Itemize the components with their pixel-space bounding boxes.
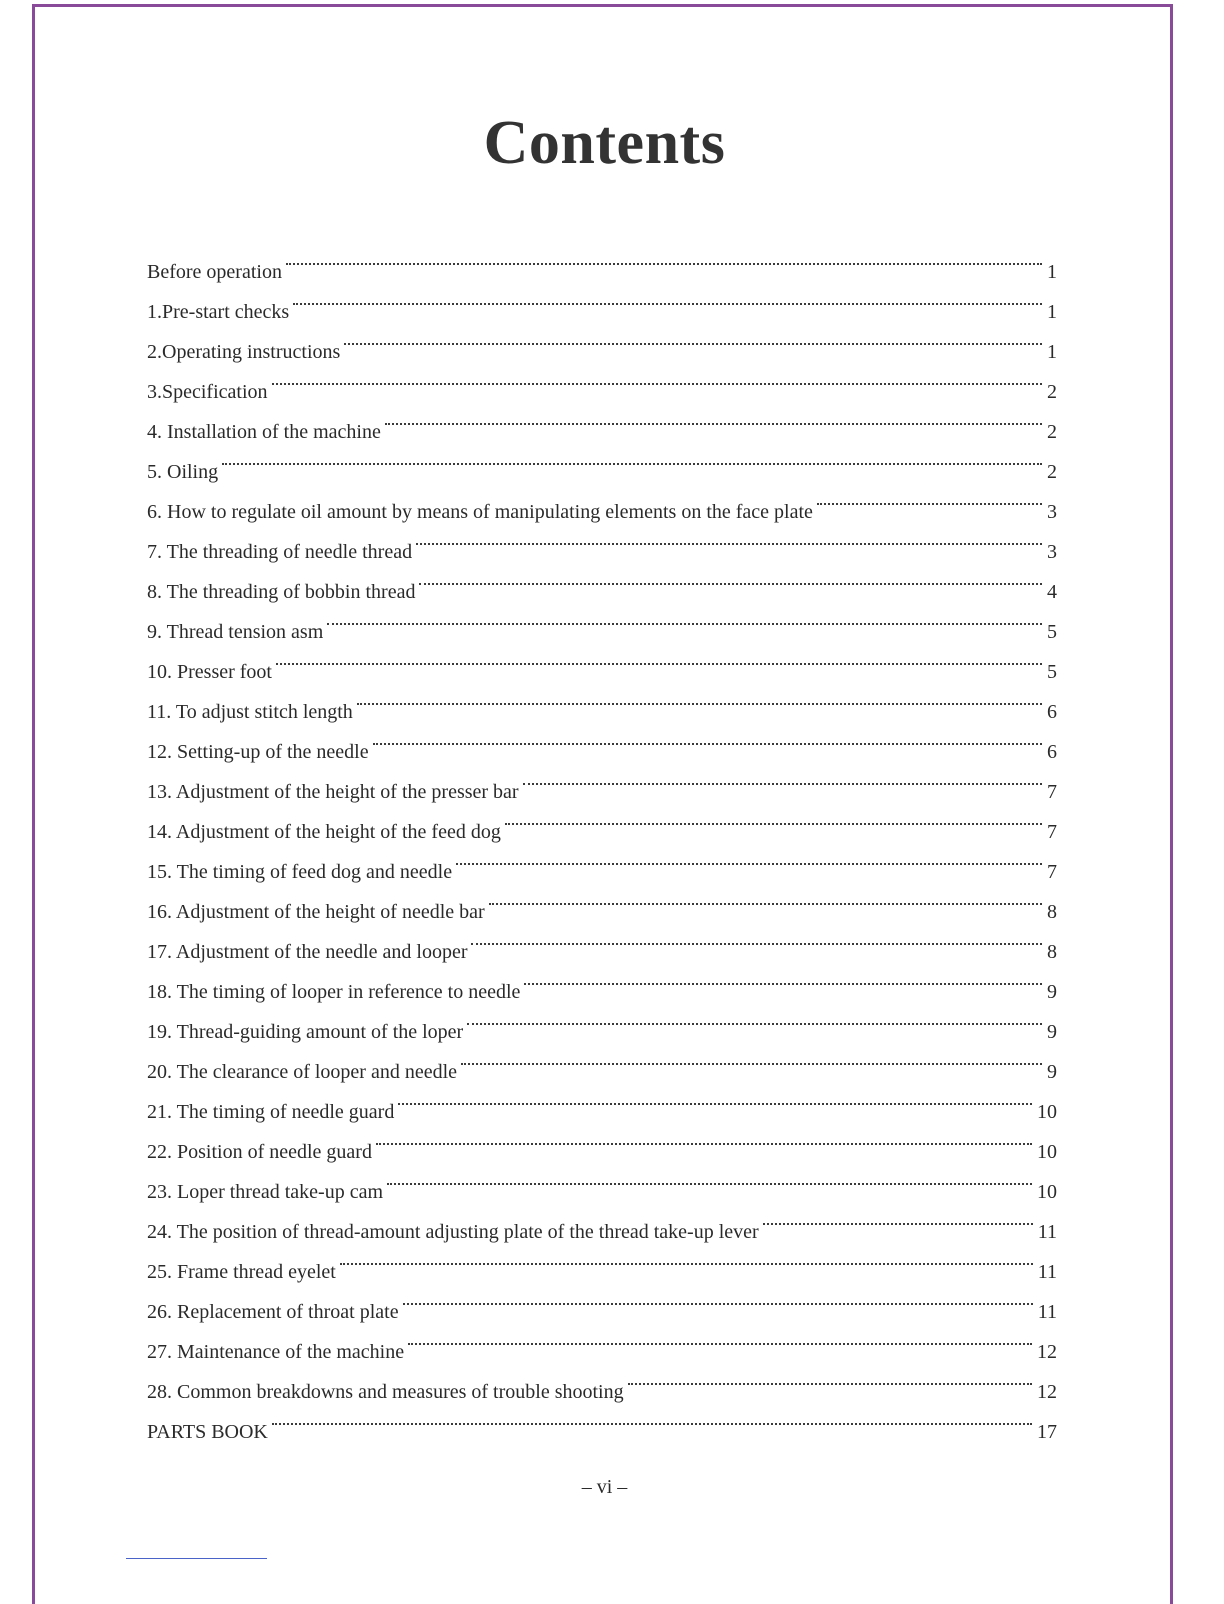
dot-leader — [817, 478, 1044, 518]
toc-entry-page: 3 — [1047, 501, 1057, 523]
table-of-contents — [147, 238, 1057, 1443]
toc-entry-page: 17 — [1037, 1421, 1057, 1443]
toc-entry-page: 7 — [1047, 821, 1057, 843]
toc-entry-label: 27. Maintenance of the machine — [147, 1341, 405, 1363]
dot-leader — [357, 678, 1044, 718]
toc-entry[interactable] — [147, 678, 1057, 723]
dot-leader — [763, 1198, 1035, 1238]
toc-entry-page: 5 — [1047, 661, 1057, 683]
toc-entry-label: 25. Frame thread eyelet — [147, 1261, 336, 1283]
toc-entry-label: PARTS BOOK — [147, 1421, 268, 1443]
dot-leader — [467, 998, 1044, 1038]
toc-entry-page: 10 — [1037, 1101, 1057, 1123]
dot-leader — [408, 1318, 1034, 1358]
toc-entry-page: 9 — [1047, 981, 1057, 1003]
toc-entry-label: 11. To adjust stitch length — [147, 701, 353, 723]
dot-leader — [456, 838, 1044, 878]
toc-entry-page: 7 — [1047, 861, 1057, 883]
dot-leader — [416, 518, 1044, 558]
toc-entry-page: 2 — [1047, 381, 1057, 403]
toc-entry-label: 7. The threading of needle thread — [147, 541, 413, 563]
toc-entry-label: 4. Installation of the machine — [147, 421, 381, 443]
toc-entry-label: 5. Oiling — [147, 461, 219, 483]
page-number: – vi – — [581, 1476, 628, 1498]
toc-entry-page: 1 — [1047, 261, 1057, 283]
toc-entry-label: 17. Adjustment of the needle and looper — [147, 941, 468, 963]
toc-entry-label: 21. The timing of needle guard — [147, 1101, 395, 1123]
toc-entry-label: 28. Common breakdowns and measures of trouble shooting — [147, 1381, 624, 1403]
dot-leader — [489, 878, 1044, 918]
toc-entry-label: 3.Specification — [147, 381, 268, 403]
toc-entry-label: 24. The position of thread-amount adjusting plate of the thread take-up lever — [147, 1221, 759, 1243]
toc-entry-page: 11 — [1037, 1261, 1057, 1283]
dot-leader — [628, 1358, 1034, 1398]
toc-entry[interactable] — [147, 478, 1057, 523]
toc-entry-label: 1.Pre-start checks — [147, 301, 290, 323]
toc-entry-page: 12 — [1037, 1341, 1057, 1363]
toc-entry-label: 20. The clearance of looper and needle — [147, 1061, 458, 1083]
toc-entry-page: 9 — [1047, 1061, 1057, 1083]
toc-entry[interactable] — [147, 638, 1057, 683]
toc-entry-label: 14. Adjustment of the height of the feed dog — [147, 821, 501, 843]
toc-entry-page: 2 — [1047, 461, 1057, 483]
toc-entry-label: 22. Position of needle guard — [147, 1141, 372, 1163]
toc-entry-label: 15. The timing of feed dog and needle — [147, 861, 453, 883]
toc-entry-page: 6 — [1047, 701, 1057, 723]
dot-leader — [222, 438, 1044, 478]
toc-entry-label: 8. The threading of bobbin thread — [147, 581, 416, 603]
toc-entry-page: 1 — [1047, 341, 1057, 363]
toc-entry-label: 6. How to regulate oil amount by means of manipulating elements on the face plate — [147, 501, 813, 523]
toc-entry-page: 6 — [1047, 741, 1057, 763]
toc-entry-label: 10. Presser foot — [147, 661, 272, 683]
toc-entry[interactable] — [147, 398, 1057, 443]
dot-leader — [524, 958, 1044, 998]
footnote-rule — [126, 1558, 267, 1559]
dot-leader — [276, 638, 1044, 678]
toc-entry-page: 1 — [1047, 301, 1057, 323]
toc-entry-page: 3 — [1047, 541, 1057, 563]
dot-leader — [376, 1118, 1034, 1158]
dot-leader — [373, 718, 1044, 758]
toc-entry-page: 5 — [1047, 621, 1057, 643]
dot-leader — [327, 598, 1044, 638]
toc-entry-label: 9. Thread tension asm — [147, 621, 324, 643]
toc-entry-page: 2 — [1047, 421, 1057, 443]
dot-leader — [403, 1278, 1035, 1318]
toc-entry-label: 26. Replacement of throat plate — [147, 1301, 399, 1323]
dot-leader — [286, 238, 1044, 278]
toc-entry-label: Before operation — [147, 261, 282, 283]
dot-leader — [471, 918, 1044, 958]
dot-leader — [505, 798, 1044, 838]
toc-entry[interactable] — [147, 438, 1057, 483]
dot-leader — [344, 318, 1044, 358]
dot-leader — [523, 758, 1044, 798]
toc-entry-page: 8 — [1047, 901, 1057, 923]
toc-entry-page: 11 — [1037, 1221, 1057, 1243]
toc-entry-label: 12. Setting-up of the needle — [147, 741, 369, 763]
dot-leader — [398, 1078, 1034, 1118]
toc-entry-page: 9 — [1047, 1021, 1057, 1043]
toc-entry-label: 23. Loper thread take-up cam — [147, 1181, 384, 1203]
toc-entry-page: 7 — [1047, 781, 1057, 803]
toc-entry-label: 18. The timing of looper in reference to needle — [147, 981, 521, 1003]
toc-entry[interactable] — [147, 1398, 1057, 1443]
dot-leader — [340, 1238, 1035, 1278]
toc-entry[interactable] — [147, 358, 1057, 403]
dot-leader — [385, 398, 1044, 438]
page-title: Contents — [483, 109, 726, 177]
dot-leader — [461, 1038, 1044, 1078]
dot-leader — [387, 1158, 1034, 1198]
dot-leader — [419, 558, 1044, 598]
toc-entry-page: 8 — [1047, 941, 1057, 963]
toc-entry-page: 10 — [1037, 1181, 1057, 1203]
toc-entry-page: 10 — [1037, 1141, 1057, 1163]
dot-leader — [293, 278, 1044, 318]
toc-entry-label: 13. Adjustment of the height of the presser bar — [147, 781, 519, 803]
toc-entry-page: 4 — [1047, 581, 1057, 603]
toc-entry[interactable] — [147, 238, 1057, 283]
toc-entry-label: 2.Operating instructions — [147, 341, 341, 363]
dot-leader — [272, 358, 1044, 398]
toc-entry-page: 12 — [1037, 1381, 1057, 1403]
toc-entry-label: 19. Thread-guiding amount of the loper — [147, 1021, 464, 1043]
dot-leader — [272, 1398, 1034, 1438]
toc-entry-page: 11 — [1037, 1301, 1057, 1323]
toc-entry-label: 16. Adjustment of the height of needle bar — [147, 901, 485, 923]
